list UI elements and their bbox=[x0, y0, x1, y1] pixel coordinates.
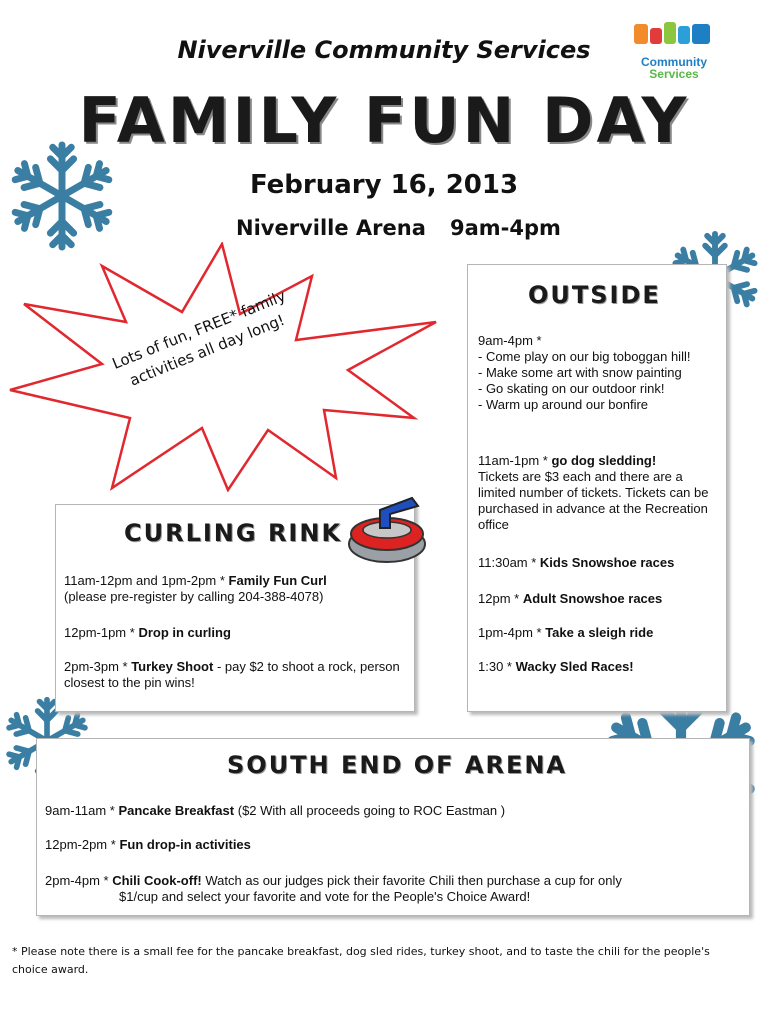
outside-activities: 9am-4pm * - Come play on our big toboggan hill! - Make some art with snow painting - Go skating on our outdoor rink! - Warm up around our bonfire bbox=[478, 333, 691, 412]
outside-heading: OUTSIDE bbox=[528, 281, 661, 309]
event-date: February 16, 2013 bbox=[249, 170, 519, 200]
footnote: * Please note there is a small fee for the pancake breakfast, dog sled rides, turkey shoot, and to taste the chili for the people's choice award. bbox=[12, 945, 710, 976]
logo-text: Community Services bbox=[641, 55, 707, 81]
snowflake-icon bbox=[4, 138, 120, 254]
curling-heading: CURLING RINK bbox=[124, 519, 343, 547]
starburst-shape bbox=[6, 242, 438, 492]
organizer-name: Niverville Community Services bbox=[177, 36, 591, 64]
event-hours: 9am-4pm bbox=[450, 216, 561, 240]
outside-event: 1pm-4pm * Take a sleigh ride bbox=[478, 625, 654, 640]
curling-event: 11am-12pm and 1pm-2pm * Family Fun Curl (please pre-register by calling 204-388-4078) bbox=[64, 573, 327, 604]
south-end-panel bbox=[36, 738, 750, 916]
event-venue: Niverville Arena bbox=[236, 216, 426, 240]
starburst-text: Lots of fun, FREE* family activities all day long! bbox=[109, 286, 289, 390]
south-event: 2pm-4pm * Chili Cook-off! Watch as our judges pick their favorite Chili then purchase a cup for only $1/cup and select your favorite and vote for the People's Choice Award! bbox=[45, 873, 622, 904]
outside-event: 11:30am * Kids Snowshoe races bbox=[478, 555, 675, 570]
outside-event: 1:30 * Wacky Sled Races! bbox=[478, 659, 634, 674]
outside-panel bbox=[467, 264, 727, 712]
curling-stone-icon bbox=[344, 488, 430, 568]
dog-sledding: 11am-1pm * go dog sledding! Tickets are $3 each and there are a limited number of tickets. Tickets can be purchased in advance at the Recreation office bbox=[478, 453, 709, 532]
curling-event: 2pm-3pm * Turkey Shoot - pay $2 to shoot a rock, person closest to the pin wins! bbox=[64, 659, 400, 690]
south-event: 9am-11am * Pancake Breakfast ($2 With all proceeds going to ROC Eastman ) bbox=[45, 803, 506, 818]
south-event: 12pm-2pm * Fun drop-in activities bbox=[45, 837, 251, 852]
page-title: FAMILY FUN DAY bbox=[78, 84, 690, 157]
outside-event: 12pm * Adult Snowshoe races bbox=[478, 591, 663, 606]
south-end-heading: SOUTH END OF ARENA bbox=[227, 751, 568, 779]
curling-event: 12pm-1pm * Drop in curling bbox=[64, 625, 231, 640]
